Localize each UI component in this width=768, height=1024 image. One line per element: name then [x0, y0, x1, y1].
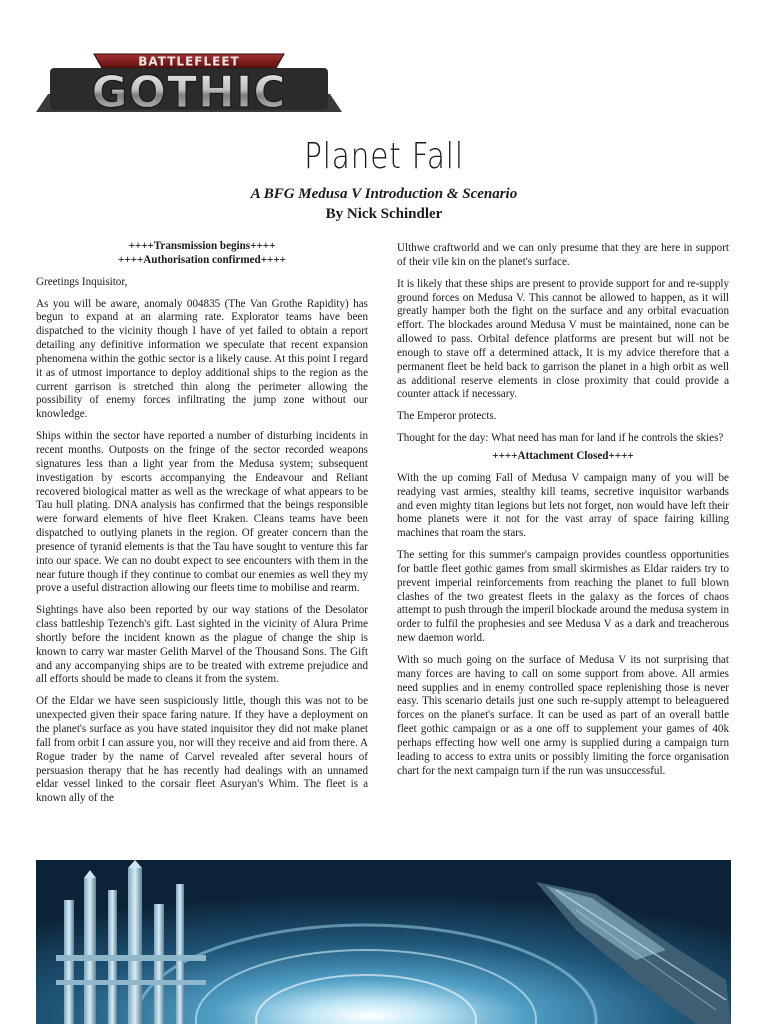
attachment-closed: ++++Attachment Closed++++: [492, 449, 634, 462]
logo-top-text: BATTLEFLEET: [138, 54, 240, 69]
paragraph: It is likely that these ships are present to provide support for and re-supply ground forces on Medusa V. This cannot be allowed to happen, as it will greatly hamper both the fight on the surface and any orbital evacuation effort. The blockades around Medusa V must be maintained, none can be allowed to pass. Orbital defence platforms are present but will not be enough to stave off a determined attack, It is my advice therefore that a permanent fleet be held back to garrison the planet in a high orbit as well as additional reserve elements in close proximity that could provide a counter attack if necessary.: [397, 277, 729, 401]
article-title: Planet Fall: [304, 136, 464, 177]
paragraph: The Emperor protects.: [397, 410, 497, 423]
logo-main-text: GOTHIC: [91, 67, 287, 116]
paragraph: With the up coming Fall of Medusa V campaign many of you will be readying vast armies, stealthy kill teams, secretive inquisitor warbands and even mighty titan legions but lets not forget, non would have left their home planets were it not for the vast array of space fairing killing machines that roam the stars.: [397, 471, 729, 540]
paragraph: As you will be aware, anomaly 004835 (The Van Grothe Rapidity) has begun to expand at an alarming rate. Explorator teams have been dispatched to the vicinity though I have of yet failed to obtain a report detailing any definitive information we speculate that recent expansion phenomena within the gothic sector is a likely cause. At this point I regard it as of utmost importance to deploy additional ships to the region as the current garrison is stretched thin along the perimeter allowing the possibility of enemy forces infiltrating the jump zone without our knowledge.: [36, 297, 368, 421]
paragraph: Ulthwe craftworld and we can only presume that they are here in support of their vile kin on the planet's surface.: [397, 242, 729, 268]
right-column: [397, 242, 729, 787]
article-subtitle: A BFG Medusa V Introduction & Scenario: [250, 186, 518, 202]
paragraph: With so much going on the surface of Medusa V its not surprising that many forces are having to call on some support from above. All armies need supplies and in enemy controlled space replenishing those is never easy. This scenario details just one such re-supply attempt to beleaguered forces on the planet's surface. It can be used as part of an overall battle fleet gothic campaign or as a one off to supplement your games of 40k perhaps effecting how well one army is supplied during a campaign turn leading to access to extra units or possibly limiting the force organisation chart for the next campaign turn if the run was unsuccessful.: [397, 653, 729, 777]
paragraph: The setting for this summer's campaign provides countless opportunities for battle fleet gothic games from small skirmishes as Eldar raiders try to prevent imperial reinforcements from reaching the planet to full blown clashes of the two greatest fleets in the galaxy as the forces of chaos attempt to push through the imperil blockade around the medusa system in order to fulfil the prophesies and see Medusa V as a dark and treacherous new daemon world.: [397, 549, 729, 645]
space-battle-illustration: [36, 860, 731, 1024]
paragraph: Ships within the sector have reported a number of disturbing incidents in recent months. Outposts on the fringe of the sector recorded weapons signatures less than a light year from the Medusa system; subsequent investigation by escorts accompanying the Endeavour and Reliant recovered biological matter as well as the wreckage of what appears to be Tau hull plating. DNA analysis has confirmed that the beings responsible were forward elements of hive fleet Kraken. Cleans teams have been dispatched to outlying planets in the region. Of greater concern than the presence of tyranid elements is that the Tau have sought to venture this far into our space. We can no doubt expect to see encounters with them in the near future though if they continue to combat our enemies as well they my prove a useful distraction allowing our fleets time to mobilise and rearm.: [36, 430, 368, 595]
authorisation-confirmed: ++++Authorisation confirmed++++: [118, 253, 286, 266]
left-column: [36, 240, 368, 814]
transmission-begins: ++++Transmission begins++++: [128, 240, 276, 252]
paragraph: Sightings have also been reported by our way stations of the Desolator class battleship Tezench's gift. Last sighted in the vicinity of Alura Prime shortly before the incident known as the plague of change the ship is known to carry war master Gelith Marvel of the Thousand Sons. The Gift and any accompanying ships are to be treated with extreme prejudice and all efforts should be made to cleans it from the system.: [36, 604, 368, 686]
paragraph: Of the Eldar we have seen suspiciously little, though this was not to be unexpected given their space faring nature. If they have a deployment on the planet's surface as you have stated inquisitor they did not make planet fall from orbit I can assure you, nor will they receive and aid from there. A Rogue trader by the name of Carvel revealed after several hours of persuasion therapy that he has recently had dealings with an unnamed eldar vessel linked to the corsair fleet Asuryan's Whim. The fleet is a known ally of the: [36, 695, 368, 805]
paragraph: Greetings Inquisitor,: [36, 275, 128, 288]
battlefleet-gothic-logo: [36, 50, 342, 116]
article-author: By Nick Schindler: [325, 206, 443, 222]
paragraph: Thought for the day: What need has man for land if he controls the skies?: [397, 432, 724, 445]
